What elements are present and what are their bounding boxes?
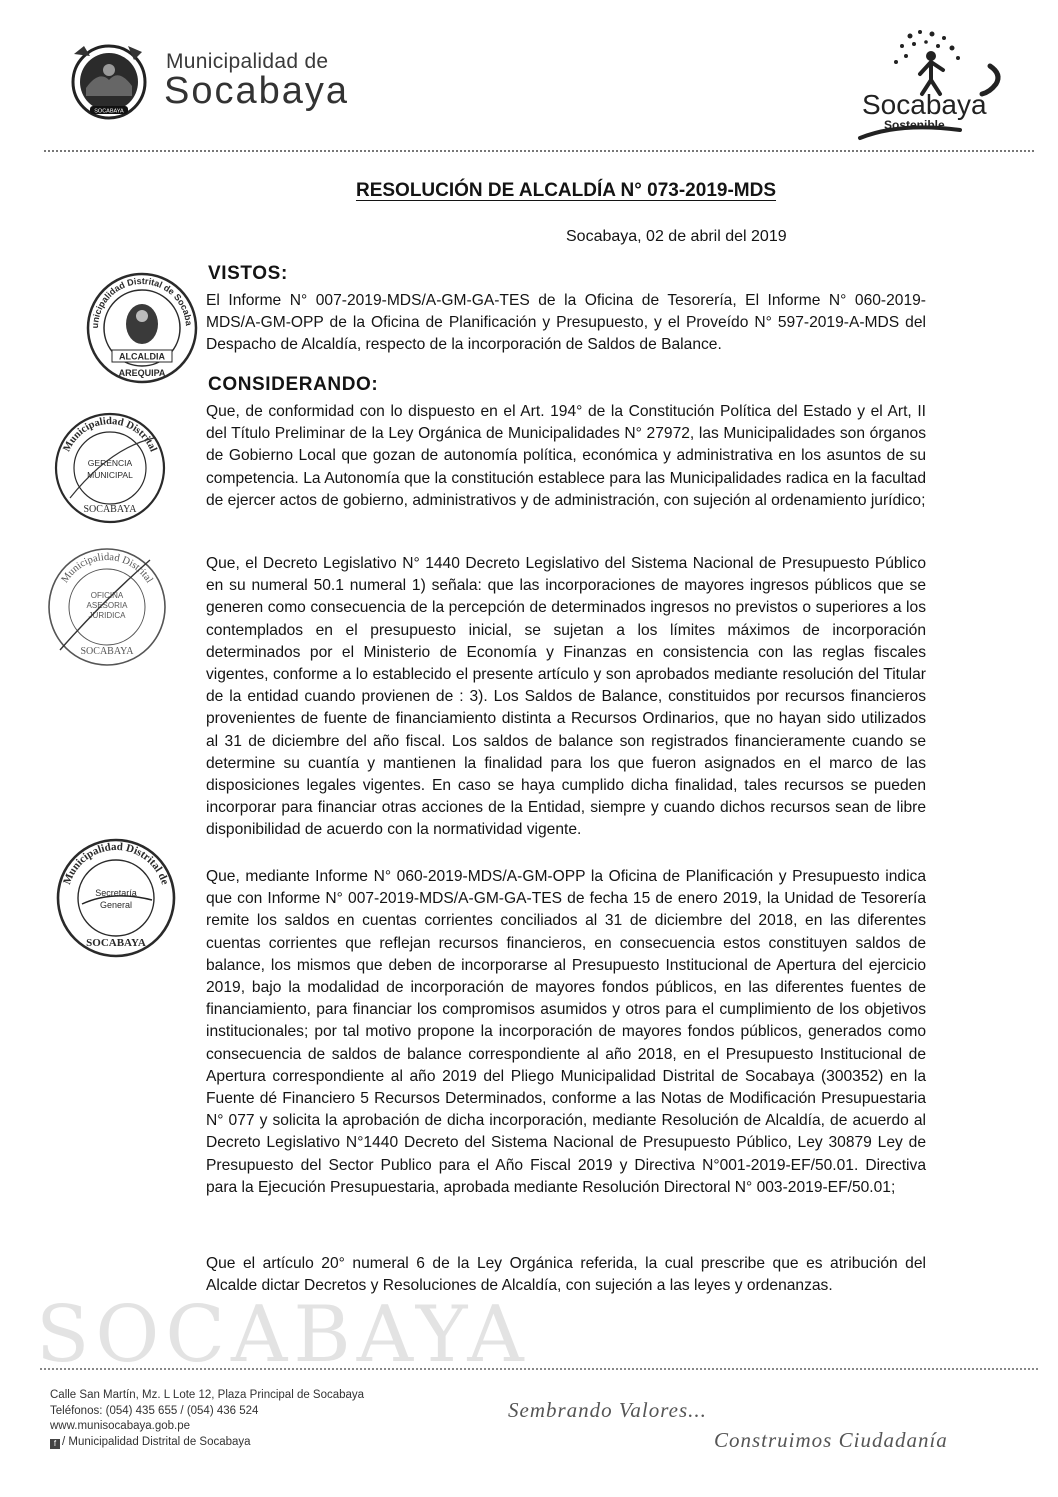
footer-phones: Teléfonos: (054) 435 655 / (054) 436 524 (50, 1404, 259, 1417)
secretaria-stamp-bottom: SOCABAYA (86, 937, 146, 949)
municipality-name: Socabaya (164, 70, 350, 112)
gerencia-stamp (50, 408, 170, 528)
footer-divider (40, 1368, 1038, 1370)
footer-facebook: / Municipalidad Distrital de Socabaya (62, 1435, 251, 1448)
watermark: SOCABAYA (36, 1290, 530, 1380)
alcaldia-stamp-bottom: AREQUIPA (118, 368, 166, 378)
document-title: RESOLUCIÓN DE ALCALDÍA N° 073-2019-MDS (355, 180, 777, 201)
alcaldia-stamp (84, 270, 200, 386)
footer-facebook-row[interactable] (50, 1435, 364, 1451)
municipality-label: Municipalidad de (166, 50, 329, 73)
gerencia-stamp-line2: MUNICIPAL (87, 470, 133, 480)
vistos-paragraph (206, 290, 926, 357)
asesoria-stamp-line1: OFICINA (90, 591, 124, 600)
footer-contact (50, 1388, 364, 1450)
paragraph-articulo-20: Que el artículo 20° numeral 6 de la Ley Orgánica referida, la cual prescribe que es atribución del Alcalde dictar Decretos y Resoluciones de Alcaldía, con sujeción a las leyes y ordenanzas. (206, 1255, 926, 1295)
paragraph-decreto-1440: Que, el Decreto Legislativo N° 1440 Decreto Legislativo del Sistema Nacional de Presupuesto Público en su numeral 50.1 numeral 1) señala: que las incorporaciones de mayores ingresos públicos que se generen como consecuencia de la percepción de determinados ingresos no previstos o superiores a los contemplados en el presupuesto inicial, se sujetan a los límites máximos de incorporación determinados por el Ministerio de Economía y Finanzas en consistencia con las reglas fiscales vigentes, conforme a lo establecido el presente artículo y son aprobados mediante resolución del Titular de la entidad cuando provienen de : 3). Los Saldos de Balance, constituidos por recursos financieros provenientes de fuente de financiamiento distinta a Recursos Ordinarios, que no hayan sido utilizados al 31 de diciembre del año fiscal. Los saldos de balance son registrados financieramente cuando se determine su cuantía y mantienen la finalidad para los que fueron asignados en el marco de las disposiciones legales vigentes. En caso se haya cumplido dicha finalidad, tales recursos se pueden incorporar para financiar otras acciones de la Entidad, siempre y cuando dichos recursos sean de libre disponibilidad de acuerdo con la normatividad vigente. (206, 555, 926, 839)
document-title-block (0, 180, 1058, 202)
vistos-heading: VISTOS: (208, 263, 288, 284)
considerando-paragraph (206, 866, 926, 1199)
secretaria-stamp-line2: General (99, 900, 133, 910)
footer-address: Calle San Martín, Mz. L Lote 12, Plaza Principal de Socabaya (50, 1389, 365, 1401)
vistos-text: El Informe N° 007-2019-MDS/A-GM-GA-TES de la Oficina de Tesorería, El Informe N° 060-2019-MDS/A-GM-OPP de la Oficina de Planificación y Presupuesto, y el Proveído N° 597-2019-A-MDS del Despacho de Alcaldía, respecto de la incorporación de Saldos de Balance. (206, 292, 926, 354)
header-divider (44, 150, 1034, 152)
slogan-line-2: Construimos Ciudadanía (714, 1428, 948, 1452)
brand-name: Socabaya (862, 89, 987, 120)
document-date: Socabaya, 02 de abril del 2019 (566, 228, 787, 245)
gerencia-stamp-top: Municipalidad Distrital (61, 415, 159, 454)
asesoria-stamp-line3: JURIDICA (88, 611, 126, 620)
paragraph-informe-opp: Que, mediante Informe N° 060-2019-MDS/A-GM-OPP la Oficina de Planificación y Presupuesto indica que con Informe N° 007-2019-MDS/A-GM-GA-TES de fecha 15 de enero 2019, la Unidad de Tesorería remite los saldos en cuentas corrientes conciliados al 31 de diciembre del 2018, en las diferentes cuentas corrientes que reflejan recursos financieros, en consecuencia estos constituyen saldos de balance, los mismos que deben de incorporarse al Presupuesto Institucional de Apertura del ejercicio 2019, bajo la modalidad de incorporación de mayores fondos públicos, en las diferentes fuentes de financiamiento, para financiar los compromisos asumidos y otros para el cumplimiento de los objetivos institucionales; por tal motivo propone la incorporación de mayores fondos públicos, generados como consecuencia de saldos de balance correspondiente al año 2018, en el Presupuesto Institucional de Apertura correspondiente al año 2019 del Pliego Municipalidad Distrital de Socabaya (300352) en la Fuente dé Financiero 5 Recursos Determinados, conforme a las Notas de Modificación Presupuestaria N° 077 y solicita la aprobación de dicha incorporación, mediante Resolución de Alcaldía, de acuerdo al Decreto Legislativo N°1440 Decreto del Sistema Nacional de Presupuesto Público, Ley 30879 Ley de Presupuesto del Sector Publico para el Año Fiscal 2019 y Directiva N°001-2019-EF/50.01. Directiva para la Ejecución Presupuestaria, aprobada mediante Resolución Directoral N° 003-2019-EF/50.01; (206, 868, 926, 1196)
seal-ribbon-text: SOCABAYA (94, 108, 124, 115)
secretaria-general-stamp (52, 834, 180, 962)
slogan-line-1: Sembrando Valores... (508, 1398, 707, 1422)
svg-text:Municipalidad Distrital (62, 416, 159, 454)
secretaria-stamp-line1: Secretaría (95, 888, 137, 898)
footer-website[interactable]: www.munisocabaya.gob.pe (50, 1420, 190, 1432)
asesoria-stamp-bottom: SOCABAYA (80, 646, 134, 657)
facebook-icon: f (50, 1439, 60, 1449)
asesoria-stamp-top: Municipalidad Distrital (59, 551, 155, 586)
gerencia-stamp-bottom: SOCABAYA (83, 504, 137, 515)
socabaya-sostenible-logo (840, 22, 1020, 150)
municipal-seal-logo (64, 40, 154, 122)
paragraph-constitucion: Que, de conformidad con lo dispuesto en el Art. 194° de la Constitución Política del Estado y el Art, II del Título Preliminar de la Ley Orgánica de Municipalidades N° 27972, las Municipalidades son órganos de Gobierno Local que gozan de autonomía política, económica y administrativa en los asuntos de su competencia. La Autonomía que la constitución establece para las Municipalidades radica en la facultad de ejercer actos de gobierno, administrativos y de administración, con sujeción al ordenamiento jurídico; (206, 403, 926, 509)
gerencia-stamp-line1: GERENCIA (87, 458, 133, 468)
alcaldia-stamp-center: ALCALDIA (119, 351, 165, 362)
secretaria-stamp-top: Municipalidad Distrital de (61, 840, 171, 887)
considerando-paragraph (206, 401, 926, 512)
asesoria-juridica-stamp (42, 542, 172, 672)
alcaldia-stamp-top: unicipalidad Distrital de Socaba (89, 275, 194, 329)
svg-text:Municipalidad Distrital de (61, 841, 171, 886)
considerando-paragraph (206, 553, 926, 842)
asesoria-stamp-line2: ASESORIA (86, 601, 128, 610)
brand-tagline: Sostenible (884, 118, 945, 132)
considerando-heading: CONSIDERANDO: (208, 374, 379, 395)
